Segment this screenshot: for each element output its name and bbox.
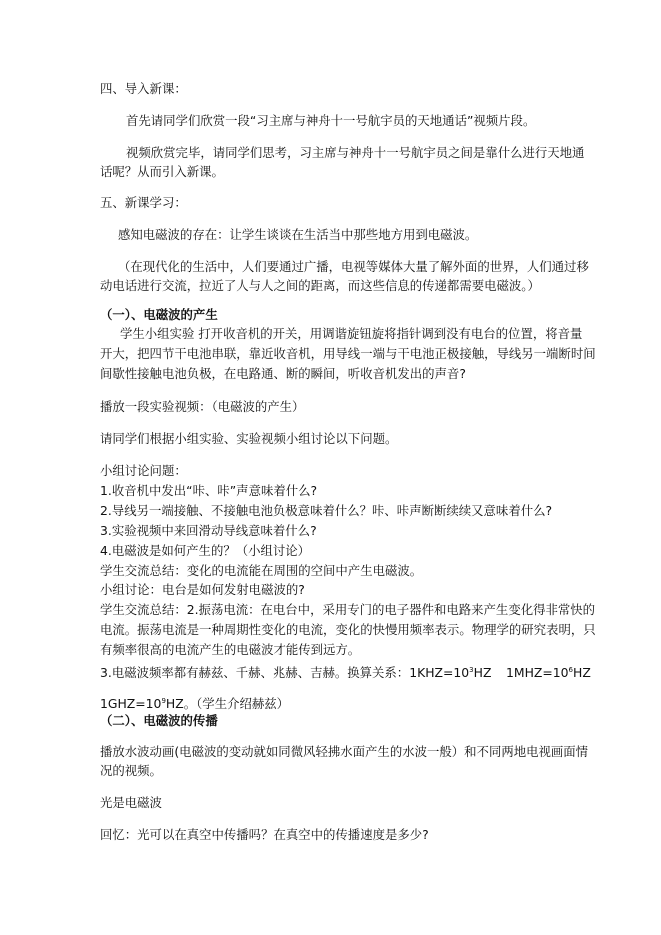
discussion-two: 小组讨论：电台是如何发射电磁波的? <box>100 582 305 597</box>
video-one-line: 播放一段实验视频：（电磁波的产生） <box>100 399 305 414</box>
experiment-line-2: 开大，把四节干电池串联，靠近收音机，用导线一端与干电池正极接触，导线另一端断时间 <box>100 346 596 361</box>
frequency-exponent-mhz: 6 <box>568 666 573 674</box>
question-3: 3.实验视频中来回滑动导线意味着什么? <box>100 523 317 538</box>
subsection-two-heading: （二）、电磁波的传播 <box>100 713 218 728</box>
section-four-heading: 四、导入新课： <box>100 81 187 96</box>
frequency-exponent-khz: 3 <box>469 666 474 674</box>
context-paragraph-line-2: 动电话进行交流，拉近了人与人之间的距离，而这些信息的传递都需要电磁波。） <box>100 278 540 293</box>
frequency-exponent-ghz: 9 <box>161 697 166 705</box>
video-two-line-2: 况的视频。 <box>100 763 162 778</box>
question-paragraph-line-2: 话呢？从而引入新课。 <box>100 164 224 179</box>
frequency-line-1-right <box>506 662 591 681</box>
frequency-line-2 <box>100 693 289 712</box>
summary-two-line-1: 学生交流总结：2.振荡电流：在电台中，采用专门的电子器件和电路来产生变化得非常快的 <box>100 602 596 617</box>
frequency-unit-mhz: HZ <box>573 665 591 680</box>
question-1: 1.收音机中发出“咔、咔”声意味着什么? <box>100 483 318 498</box>
frequency-line-1 <box>100 662 491 681</box>
frequency-unit-khz: HZ <box>473 665 492 680</box>
summary-two-line-2: 电流。振荡电流是一种周期性变化的电流，变化的快慢用频率表示。物理学的研究表明，只 <box>100 622 596 637</box>
perception-paragraph: 感知电磁波的存在：让学生谈谈在生活当中那些地方用到电磁波。 <box>118 227 478 242</box>
light-statement: 光是电磁波 <box>100 795 162 810</box>
frequency-ghz-text: 1GHZ=10 <box>100 696 162 711</box>
context-paragraph-line-1: （在现代化的生活中，人们要通过广播，电视等媒体大量了解外面的世界，人们通过移 <box>118 259 589 274</box>
question-paragraph-line-1: 视频欣赏完毕，请同学们思考，习主席与神舟十一号航宇员之间是靠什么进行天地通 <box>126 145 585 160</box>
summary-one: 学生交流总结：变化的电流能在周围的空间中产生电磁波。 <box>100 563 423 578</box>
video-two-line-1: 播放水波动画(电磁波的变动就如同微风轻拂水面产生的水波一般）和不同两地电视画面情 <box>100 744 589 759</box>
question-2: 2.导线另一端接触、不接触电池负极意味着什么？咔、咔声断断续续又意味着什么? <box>100 503 553 518</box>
summary-two-line-3: 有频率很高的电流产生的电磁波才能传到远方。 <box>100 642 361 657</box>
experiment-line-3: 间歇性接触电池负极，在电路通、断的瞬间，听收音机发出的声音? <box>100 366 466 381</box>
question-4: 4.电磁波是如何产生的？（小组讨论） <box>100 543 311 558</box>
frequency-mhz-text: 1MHZ=10 <box>506 665 569 680</box>
experiment-line-1: 学生小组实验 打开收音机的开关，用调谐旋钮旋将指针调到没有电台的位置，将音量 <box>120 326 583 341</box>
discussion-intro: 请同学们根据小组实验、实验视频小组讨论以下问题。 <box>100 431 398 446</box>
subsection-one-heading: （一）、电磁波的产生 <box>100 307 218 322</box>
intro-paragraph: 首先请同学们欣赏一段“习主席与神舟十一号航宇员的天地通话”视频片段。 <box>126 113 536 128</box>
frequency-ghz-rest: HZ。（学生介绍赫兹） <box>165 696 290 711</box>
recall-question: 回忆：光可以在真空中传播吗？在真空中的传播速度是多少? <box>100 827 429 842</box>
questions-heading: 小组讨论问题： <box>100 463 187 478</box>
section-five-heading: 五、新课学习： <box>100 195 187 210</box>
frequency-line-1-text: 3.电磁波频率都有赫兹、千赫、兆赫、吉赫。换算关系：1KHZ=10 <box>100 665 470 680</box>
